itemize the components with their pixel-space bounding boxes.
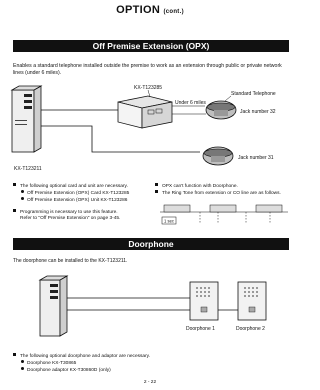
opx-unit-label: KX-T123285	[134, 85, 163, 91]
jack-32-label: Jack number 32	[240, 109, 276, 115]
note-doorphone-adaptor: Doorphone adaptor KX-T30860D (only)	[13, 367, 289, 374]
doorphone-section-banner: Doorphone	[13, 238, 289, 250]
opx-intro-text: Enables a standard telephone installed outside the premise to work as an extension through public or private network lines (under 6 miles).	[13, 63, 282, 76]
note-opx-card: Off Premise Extension (OPX) Card KX-T123285	[13, 190, 153, 197]
system-unit-icon	[40, 276, 67, 336]
system-unit-icon	[12, 86, 41, 152]
opx-right-notes	[155, 183, 293, 197]
telephone-jack-31-icon	[203, 147, 233, 165]
ring-burst	[256, 205, 282, 212]
doorphone-1-label: Doorphone 1	[186, 326, 215, 332]
note-no-doorphone: OPX can't function with Doorphone.	[155, 183, 293, 190]
opx-connection-diagram	[0, 80, 300, 180]
note-opx-unit: Off Premise Extension (OPX) Unit KX-T123286	[13, 197, 153, 204]
doorphone-notes	[13, 353, 289, 375]
title-text: OPTION	[116, 4, 161, 16]
jack-31-label: Jack number 31	[238, 155, 274, 161]
opx-left-notes	[13, 183, 153, 222]
note-required-items: The following optional card and unit are necessary.	[13, 183, 153, 190]
note-doorphone-required: The following optional doorphone and adaptor are necessary.	[13, 353, 289, 360]
page-number: 2 - 22	[143, 380, 157, 385]
note-programming: Programming is necessary to use this feature.	[13, 209, 153, 216]
standard-telephone-label: Standard Telephone	[231, 91, 276, 97]
ring-burst	[164, 205, 190, 212]
opx-unit-icon	[118, 96, 172, 128]
distance-label: Under 6 miles	[175, 100, 206, 106]
note-doorphone-model: Doorphone KX-T30865	[13, 360, 289, 367]
ring-interval-label: 1 sec	[164, 218, 175, 224]
opx-section-banner: Off Premise Extension (OPX)	[13, 40, 289, 52]
doorphone-2-icon	[238, 282, 266, 320]
page-title	[0, 4, 300, 16]
ring-tone-diagram	[158, 198, 290, 228]
doorphone-connection-diagram	[0, 268, 300, 348]
standard-telephone-icon	[206, 101, 236, 119]
doorphone-2-label: Doorphone 2	[236, 326, 265, 332]
note-ring-tone: The Ring Tone from extension or CO line are as follows.	[155, 190, 293, 197]
system-unit-label: KX-T123211	[14, 166, 42, 172]
ring-burst	[210, 205, 236, 212]
title-suffix: (cont.)	[163, 9, 184, 15]
doorphone-1-icon	[190, 282, 218, 320]
doorphone-intro-text: The doorphone can be installed to the KX-T123211.	[13, 258, 128, 264]
note-programming-ref: Refer to "Off Premise Extension" on page 3-45.	[20, 215, 121, 221]
